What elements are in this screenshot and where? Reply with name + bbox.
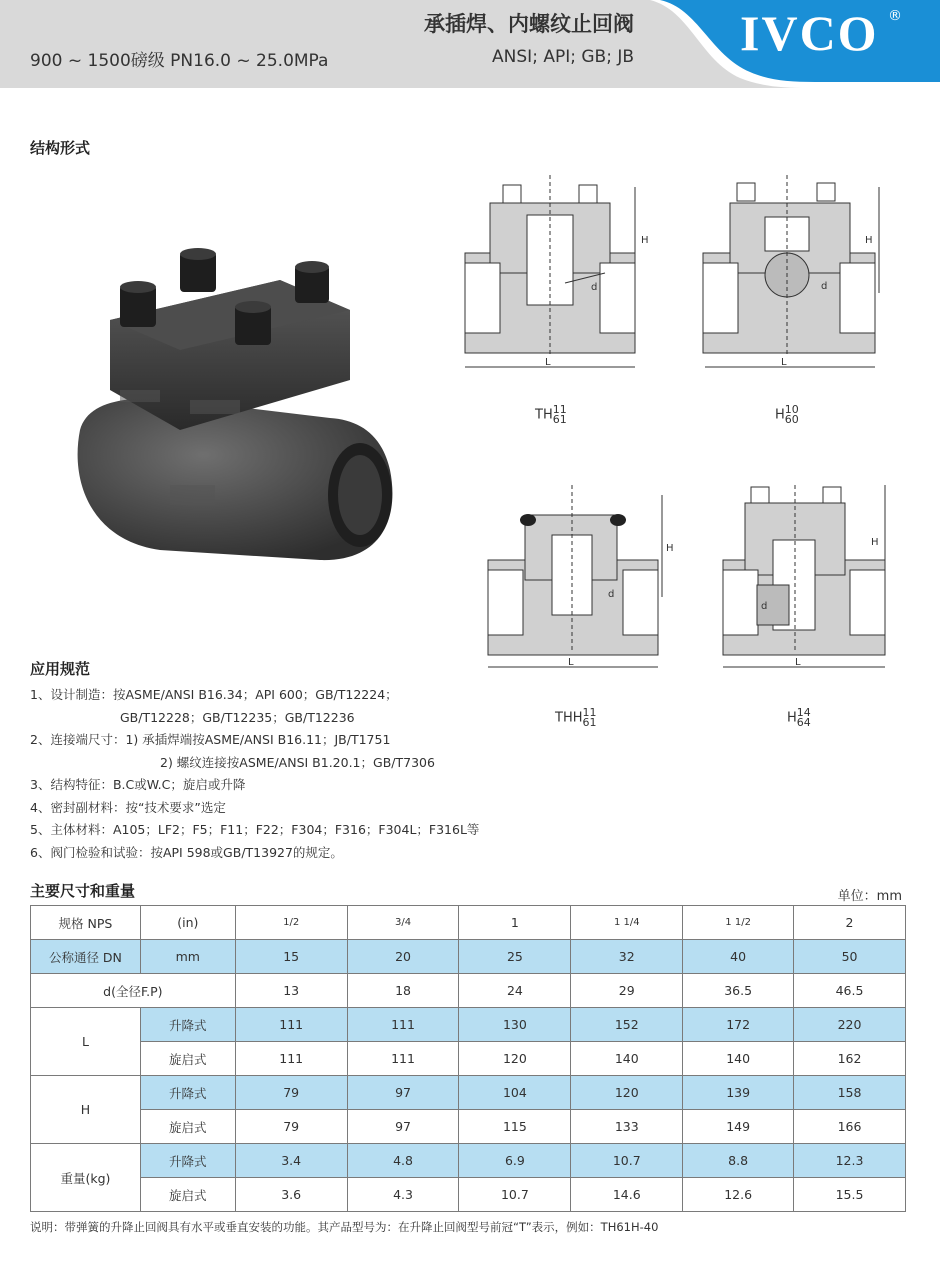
table-cell: 111: [347, 1008, 459, 1042]
model-prefix: THH: [555, 710, 583, 726]
table-cell: 32: [571, 940, 683, 974]
dim-l-label: L: [781, 357, 787, 368]
standards-list: ANSI; API; GB; JB: [492, 47, 634, 67]
application-spec-list: [30, 684, 590, 864]
table-cell: 3/4: [347, 906, 459, 940]
model-top: 10: [784, 403, 799, 416]
dim-h-label: H: [666, 543, 674, 554]
row-header: 规格 NPS: [31, 906, 141, 940]
table-cell: 10.7: [459, 1178, 571, 1212]
table-cell: 1 1/2: [683, 906, 794, 940]
table-cell: 24: [459, 974, 571, 1008]
row-subheader: 旋启式: [140, 1110, 235, 1144]
table-row: [31, 974, 906, 1008]
dim-d-label: d: [608, 589, 615, 600]
dim-d-label: d: [761, 601, 768, 612]
table-cell: 18: [347, 974, 459, 1008]
row-header: 重量(kg): [31, 1144, 141, 1212]
table-row: [31, 1008, 906, 1042]
table-cell: 50: [794, 940, 906, 974]
model-bottom: 61: [552, 413, 567, 426]
diagram-th-11-61: [455, 175, 665, 375]
application-section-title: 应用规范: [30, 660, 91, 678]
row-subheader: 升降式: [140, 1076, 235, 1110]
table-row: [31, 1042, 906, 1076]
spec-line: 2、连接端尺寸：1) 承插焊端按ASME/ANSI B16.11；JB/T1751: [30, 732, 391, 747]
dim-h-label: H: [871, 537, 879, 548]
row-subheader: 旋启式: [140, 1178, 235, 1212]
model-label-h-10-60: [775, 405, 799, 425]
table-cell: 140: [683, 1042, 794, 1076]
table-cell: 36.5: [683, 974, 794, 1008]
table-row: [31, 940, 906, 974]
model-label-th-11-61: [535, 405, 567, 425]
table-cell: 158: [794, 1076, 906, 1110]
table-cell: 97: [347, 1076, 459, 1110]
model-prefix: H: [787, 710, 797, 726]
table-cell: 13: [235, 974, 347, 1008]
table-cell: 46.5: [794, 974, 906, 1008]
table-cell: 220: [794, 1008, 906, 1042]
page-title: 承插焊、内螺纹止回阀: [424, 12, 634, 36]
pressure-class-spec: 900 ~ 1500磅级 PN16.0 ~ 25.0MPa: [30, 51, 329, 71]
spec-line: 6、阀门检验和试验：按API 598或GB/T13927的规定。: [30, 844, 343, 860]
row-header: L: [31, 1008, 141, 1076]
table-cell: 1: [459, 906, 571, 940]
row-subheader: 旋启式: [140, 1042, 235, 1076]
table-cell: 120: [571, 1076, 683, 1110]
table-cell: 10.7: [571, 1144, 683, 1178]
row-unit: mm: [140, 940, 235, 974]
structure-section-title: 结构形式: [30, 139, 91, 157]
dim-d-label: d: [821, 281, 828, 292]
registered-mark: ®: [888, 8, 902, 24]
table-cell: 115: [459, 1110, 571, 1144]
table-cell: 79: [235, 1110, 347, 1144]
table-cell: 25: [459, 940, 571, 974]
unit-label: 单位：mm: [837, 889, 902, 904]
model-top: 11: [552, 403, 567, 416]
dimensions-table: [30, 905, 906, 1212]
footnote: 说明：带弹簧的升降止回阀具有水平或垂直安装的功能。其产品型号为：在升降止回阀型号前冠“T”表示，例如：TH61H-40: [30, 1220, 659, 1234]
spec-line: 3、结构特征：B.C或W.C；旋启或升降: [30, 777, 246, 792]
dim-l-label: L: [545, 357, 551, 368]
table-cell: 111: [235, 1008, 347, 1042]
dimensions-section-title: 主要尺寸和重量: [30, 882, 136, 900]
row-header: d(全径F.P): [31, 974, 236, 1008]
table-cell: 149: [683, 1110, 794, 1144]
table-row: [31, 1178, 906, 1212]
row-unit: (in): [140, 906, 235, 940]
table-cell: 3.6: [235, 1178, 347, 1212]
table-row: [31, 906, 906, 940]
spec-line: 4、密封副材料：按“技术要求”选定: [30, 799, 226, 815]
diagram-h-10-60: [695, 175, 905, 375]
table-cell: 140: [571, 1042, 683, 1076]
table-cell: 1 1/4: [571, 906, 683, 940]
table-cell: 104: [459, 1076, 571, 1110]
table-row: [31, 1144, 906, 1178]
model-prefix: TH: [535, 407, 553, 423]
row-subheader: 升降式: [140, 1144, 235, 1178]
table-cell: 79: [235, 1076, 347, 1110]
model-bottom: 61: [582, 716, 597, 729]
table-cell: 120: [459, 1042, 571, 1076]
table-cell: 111: [235, 1042, 347, 1076]
table-cell: 6.9: [459, 1144, 571, 1178]
model-bottom: 64: [796, 716, 811, 729]
table-cell: 97: [347, 1110, 459, 1144]
spec-line: 1、设计制造：按ASME/ANSI B16.34；API 600；GB/T12224；: [30, 687, 398, 702]
table-cell: 12.3: [794, 1144, 906, 1178]
dim-l-label: L: [795, 657, 801, 668]
table-cell: 172: [683, 1008, 794, 1042]
table-cell: 40: [683, 940, 794, 974]
row-header: H: [31, 1076, 141, 1144]
dim-h-label: H: [641, 235, 649, 246]
table-cell: 2: [794, 906, 906, 940]
diagram-h-14-64: [715, 485, 915, 685]
page-header: [0, 0, 940, 88]
table-cell: 162: [794, 1042, 906, 1076]
model-bottom: 60: [784, 413, 799, 426]
ivco-logo: IVCO: [740, 5, 879, 61]
table-cell: 4.3: [347, 1178, 459, 1212]
table-cell: 1/2: [235, 906, 347, 940]
model-prefix: H: [775, 407, 785, 423]
dim-h-label: H: [865, 235, 873, 246]
table-cell: 152: [571, 1008, 683, 1042]
diagram-thh-11-61: [480, 485, 680, 685]
table-row: [31, 1110, 906, 1144]
table-cell: 12.6: [683, 1178, 794, 1212]
model-top: 11: [582, 706, 597, 719]
table-cell: 4.8: [347, 1144, 459, 1178]
table-row: [31, 1076, 906, 1110]
model-top: 14: [796, 706, 811, 719]
dim-l-label: L: [568, 657, 574, 668]
table-cell: 15.5: [794, 1178, 906, 1212]
model-label-h-14-64: [787, 708, 811, 728]
table-cell: 3.4: [235, 1144, 347, 1178]
dim-d-label: d: [591, 282, 598, 293]
table-cell: 15: [235, 940, 347, 974]
row-subheader: 升降式: [140, 1008, 235, 1042]
spec-line: 5、主体材料：A105；LF2；F5；F11；F22；F304；F316；F304L；F316L等: [30, 822, 480, 837]
table-cell: 130: [459, 1008, 571, 1042]
table-cell: 29: [571, 974, 683, 1008]
spec-line: GB/T12228；GB/T12235；GB/T12236: [120, 709, 355, 725]
valve-product-photo: [60, 240, 400, 570]
table-cell: 20: [347, 940, 459, 974]
row-header: 公称通径 DN: [31, 940, 141, 974]
table-cell: 139: [683, 1076, 794, 1110]
table-cell: 8.8: [683, 1144, 794, 1178]
table-cell: 14.6: [571, 1178, 683, 1212]
table-cell: 133: [571, 1110, 683, 1144]
table-cell: 111: [347, 1042, 459, 1076]
table-cell: 166: [794, 1110, 906, 1144]
spec-line: 2) 螺纹连接按ASME/ANSI B1.20.1；GB/T7306: [160, 754, 435, 770]
